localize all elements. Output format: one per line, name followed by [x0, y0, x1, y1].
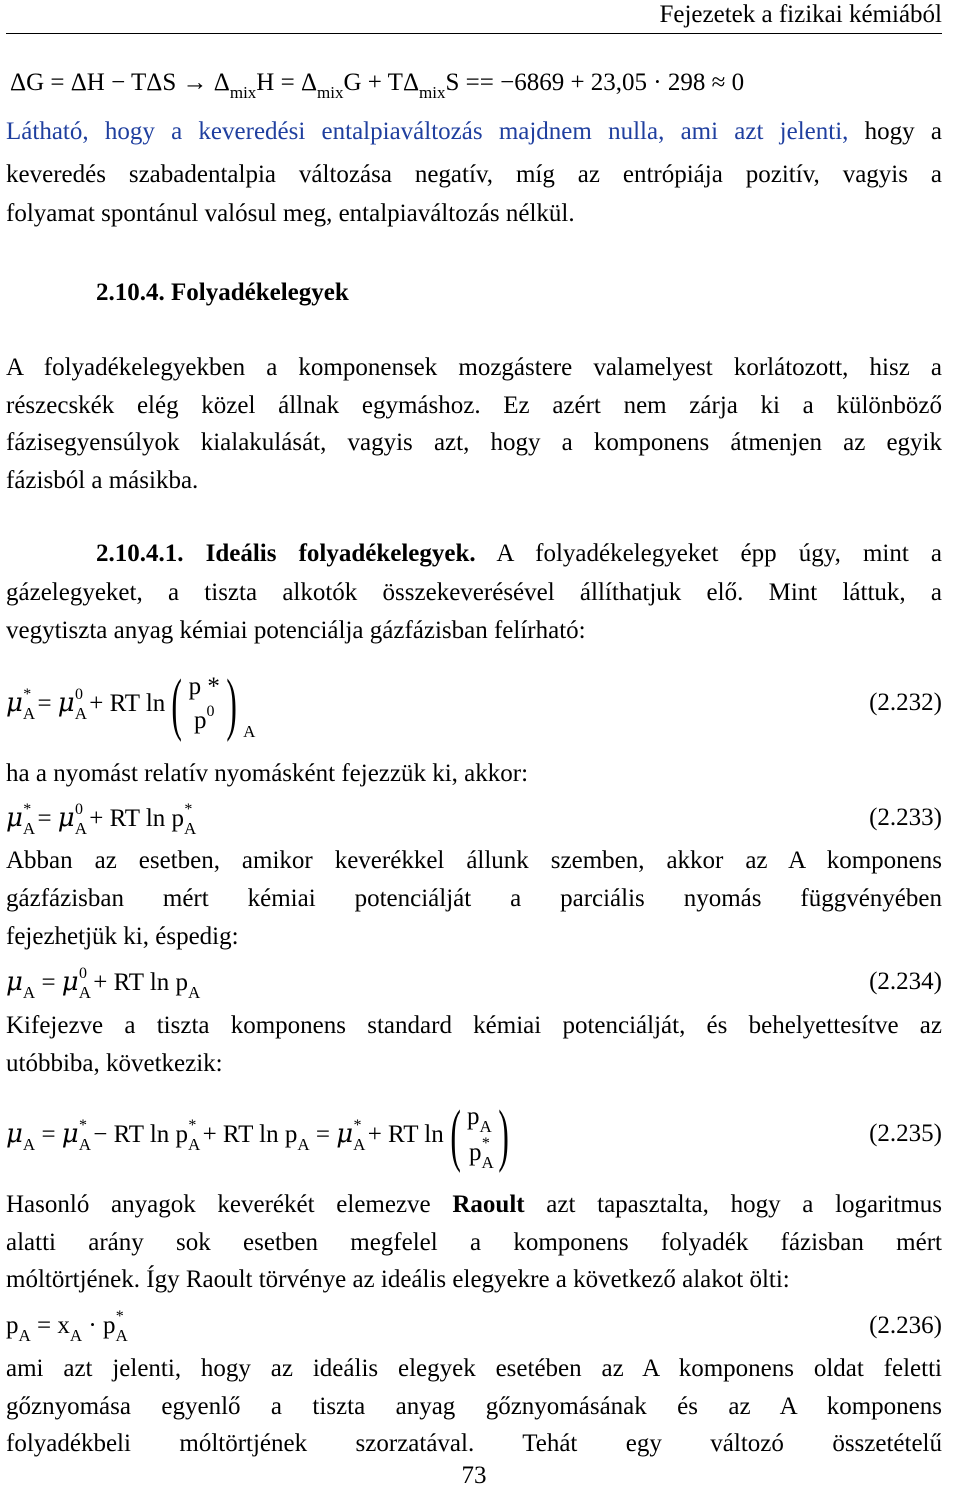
eq-part: − RT ln p — [93, 1121, 189, 1148]
eq-part: + RT ln p — [89, 805, 185, 832]
eq-part: H = Δ — [256, 69, 318, 96]
bold-name: Raoult — [452, 1191, 525, 1218]
eq-sup: * — [188, 1117, 197, 1134]
paragraph-line: folyamat spontánul valósul meg, entalpiaváltozás nélkül. — [6, 200, 575, 227]
den-base: p — [193, 706, 207, 734]
eq-sub: A — [18, 1326, 31, 1345]
mu-symbol: μ — [6, 967, 23, 997]
eq-sub: A — [22, 1135, 36, 1154]
denominator — [467, 1136, 492, 1173]
equation-2-233: $\mu_A^* = \mu_A^0$ + RT $\ln p_A^*$ (2.233) — [6, 801, 942, 838]
paragraph-line — [6, 117, 942, 147]
p: p — [6, 1312, 19, 1339]
eq-sup: 0 — [74, 801, 83, 818]
eq-sup: 0 — [78, 965, 87, 982]
highlighted-text: Látható, hogy a keveredési entalpiaváltozás majdnem nulla, ami azt jelenti, — [6, 118, 849, 145]
eq-part: + RT ln — [89, 690, 166, 717]
equation-2-232: $\mu_A^* = \mu_A^0$ + RT ln( p * $p^0$ ) $_A$ (2.232) — [6, 666, 942, 744]
eq-sub: A — [297, 1135, 310, 1154]
eq-sub: A — [481, 1152, 494, 1172]
eq-sub: A — [115, 1326, 128, 1345]
eq-sup: * — [23, 686, 32, 703]
eq-sub: A — [184, 819, 197, 838]
eq-sup: * — [481, 1134, 490, 1152]
paragraph-line: gázelegyeket, a tiszta alkotók összekeverésével állíthatjuk elő. Mint láttuk, a — [6, 579, 942, 606]
eq-sub: A — [74, 819, 87, 838]
eq-sub: A — [78, 983, 91, 1002]
equation-2-235: $\mu_A = \mu_A^*$ − RT $\ln p_A^*$ + RT $\ln p_A = \mu_A^*$ + RT ln( $p_A$ $p_A^*$ ) (2.235) — [6, 1097, 942, 1175]
eq-part: + RT ln p — [93, 969, 189, 996]
eq-sub: mix — [317, 83, 344, 102]
fraction — [189, 670, 220, 741]
equation-number: (2.233) — [869, 804, 942, 831]
eq-part: + RT ln — [367, 1121, 444, 1148]
paragraph-line: ami azt jelenti, hogy az ideális elegyek esetében az A komponens oldat feletti — [6, 1355, 942, 1382]
mu-symbol: μ — [61, 1119, 79, 1149]
paragraph-line: A folyadékelegyekben a komponensek mozgástere valamelyest korlátozott, hisz a — [6, 354, 942, 381]
eq-part: S == −6869 + 23,05 · 298 ≈ 0 — [445, 69, 745, 96]
mu-symbol: μ — [6, 1119, 23, 1149]
equation-2-234: $\mu_A = \mu_A^0$ + RT $\ln p_A$ (2.234) — [6, 965, 942, 1002]
mu-symbol: μ — [6, 803, 23, 833]
mu-symbol: μ — [336, 1119, 354, 1149]
eq-sub: A — [22, 819, 36, 838]
eq-sub: A — [22, 983, 36, 1002]
eq-sub: A — [74, 704, 87, 723]
text: azt tapasztalta, hogy a logaritmus — [546, 1191, 943, 1218]
paragraph-line: fázisegyensúlyok kialakulását, vagyis azt, hogy a komponens átmenjen az egyik — [6, 429, 942, 456]
eq-sub: A — [188, 1135, 201, 1154]
paragraph-line: vegytiszta anyag kémiai potenciálja gázfázisban felírható: — [6, 617, 586, 644]
section-heading: 2.10.4. Folyadékelegyek — [96, 279, 349, 306]
eq-sup: * — [115, 1308, 124, 1325]
equation-number: (2.234) — [869, 968, 942, 995]
paragraph-line: fázisból a másikba. — [6, 467, 199, 494]
eq-sub: mix — [419, 83, 446, 102]
paragraph-line: részecskék elég közel állnak egymáshoz. Ez azért nem zárja ki a különböző — [6, 392, 942, 419]
p: p — [469, 1138, 482, 1166]
eq-sub: A — [479, 1116, 492, 1136]
paragraph-line: keveredés szabadentalpia változása negatív, míg az entrópiája pozitív, vagyis a — [6, 161, 942, 188]
eq-part: ΔG = ΔH − TΔS → Δ — [10, 69, 230, 96]
paragraph-line: folyadékbeli móltörtjének szorzatával. Tehát egy változó összetételű — [6, 1430, 942, 1457]
eq-sub: A — [353, 1135, 366, 1154]
mu-symbol: μ — [57, 803, 75, 833]
numerator: p * — [188, 672, 220, 700]
text: hogy a — [864, 118, 942, 145]
mu-symbol: μ — [6, 688, 23, 718]
eq-sup: * — [23, 801, 32, 818]
paragraph-line: utóbbiba, következik: — [6, 1050, 223, 1077]
eq-part: · p — [88, 1312, 116, 1339]
subsection-line — [96, 539, 942, 569]
equation-number: (2.232) — [869, 689, 942, 716]
p: p — [467, 1102, 480, 1130]
paragraph-line: Abban az esetben, amikor keverékkel állunk szemben, akkor az A komponens — [6, 847, 942, 874]
text: A folyadékelegyeket épp úgy, mint a — [496, 540, 942, 567]
paren: ) — [498, 1097, 509, 1175]
denominator — [189, 704, 220, 741]
paren: ( — [450, 1097, 461, 1175]
eq-sub: mix — [229, 83, 257, 102]
page-number: 73 — [461, 1462, 487, 1489]
numerator — [467, 1100, 492, 1136]
eq-sup: * — [78, 1117, 87, 1134]
eq-sub: A — [78, 1135, 91, 1154]
equation-number: (2.235) — [869, 1120, 942, 1147]
equation-number: (2.236) — [869, 1312, 942, 1339]
paragraph-line: móltörtjének. Így Raoult törvénye az ideális elegyekre a következő alakot ölti: — [6, 1266, 790, 1293]
eq-sup: * — [353, 1117, 362, 1134]
eq-sub: A — [22, 704, 36, 723]
paragraph-line: ha a nyomást relatív nyomásként fejezzük ki, akkor: — [6, 760, 529, 787]
fraction — [467, 1100, 492, 1173]
eq-part: G + TΔ — [343, 69, 420, 96]
eq-sub: A — [188, 983, 201, 1002]
text: Hasonló anyagok keverékét elemezve — [6, 1191, 431, 1218]
eq-sup: 0 — [74, 686, 83, 703]
paren: ( — [171, 666, 183, 744]
subsection-heading: 2.10.4.1. Ideális folyadékelegyek. — [96, 540, 476, 567]
eq-sub: A — [243, 722, 256, 741]
paragraph-line: fejezhetjük ki, éspedig: — [6, 923, 239, 950]
paragraph-line — [6, 1190, 942, 1220]
paren: ) — [226, 666, 237, 744]
equation-gibbs-mixing — [10, 68, 946, 100]
paragraph-line: alatti arány sok esetben megfelel a komponens folyadék fázisban mért — [6, 1229, 942, 1256]
eq-part: = x — [37, 1312, 70, 1339]
header-rule — [6, 33, 942, 34]
mu-symbol: μ — [57, 688, 75, 718]
paragraph-line: gázfázisban mért kémiai potenciálját a parciális nyomás függvényében — [6, 885, 942, 912]
running-header: Fejezetek a fizikai kémiából — [659, 1, 942, 28]
eq-sup: 0 — [206, 702, 215, 720]
eq-part: + RT ln p — [202, 1121, 298, 1148]
eq-sup: * — [184, 801, 193, 818]
paragraph-line: Kifejezve a tiszta komponens standard kémiai potenciálját, és behelyettesítve az — [6, 1012, 942, 1039]
paragraph-line: gőznyomása egyenlő a tiszta anyag gőznyomásának és az A komponens — [6, 1393, 942, 1420]
equation-2-236 — [6, 1308, 942, 1345]
mu-symbol: μ — [61, 967, 79, 997]
eq-sub: A — [69, 1326, 83, 1345]
